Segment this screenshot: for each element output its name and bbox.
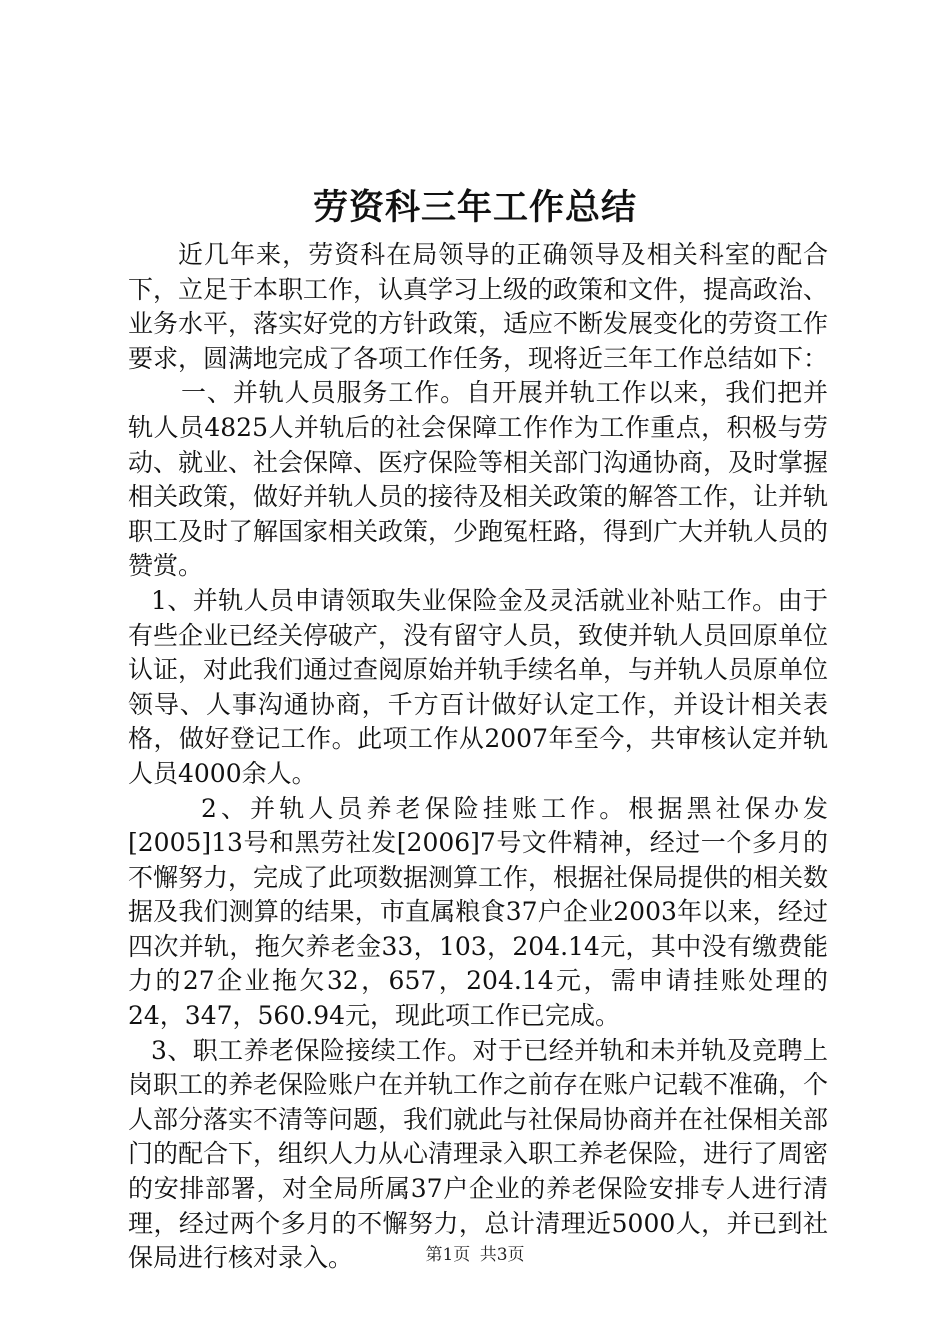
paragraph-intro: 近几年来，劳资科在局领导的正确领导及相关科室的配合下，立足于本职工作，认真学习上级的政策和文件，提高政治、业务水平，落实好党的方针政策，适应不断发展变化的劳资工作要求，圆满地完成了各项工作任务，现将近三年工作总结如下： <box>128 240 829 373</box>
paragraph-section-1: 一、并轨人员服务工作。自开展并轨工作以来，我们把并轨人员4825人并轨后的社会保障工作作为工作重点，积极与劳动、就业、社会保障、医疗保险等相关部门沟通协商，及时掌握相关政策，做好并轨人员的接待及相关政策的解答工作，让并轨职工及时了解国家相关政策，少跑冤枉路，得到广大并轨人员的赞赏。 <box>128 378 829 581</box>
paragraph-item-3: 3、职工养老保险接续工作。对于已经并轨和未并轨及竞聘上岗职工的养老保险账户在并轨工作之前存在账户记载不准确，个人部分落实不清等问题，我们就此与社保局协商并在社保相关部门的配合下，组织人力从心清理录入职工养老保险，进行了周密的安排部署，对全局所属37户企业的养老保险安排专人进行清理，经过两个多月的不懈努力，总计清理近5000人，并已到社保局进行核对录入。 <box>128 1035 829 1273</box>
page-number: 第1页 <box>425 1245 471 1265</box>
document-title: 劳资科三年工作总结 <box>312 188 637 228</box>
document-body <box>128 238 828 1276</box>
page-footer <box>0 1243 950 1267</box>
page-total: 共3页 <box>479 1245 525 1265</box>
paragraph-item-2: 2、并轨人员养老保险挂账工作。根据黑社保办发[2005]13号和黑劳社发[2006]7号文件精神，经过一个多月的不懈努力，完成了此项数据测算工作，根据社保局提供的相关数据及我们测算的结果，市直属粮食37户企业2003年以来，经过四次并轨，拖欠养老金33，103，204.14元，其中没有缴费能力的27企业拖欠32，657，204.14元，需申请挂账处理的24，347，560.94元，现此项工作已完成。 <box>128 793 829 1031</box>
paragraph-item-1: 1、并轨人员申请领取失业保险金及灵活就业补贴工作。由于有些企业已经关停破产，没有留守人员，致使并轨人员回原单位认证，对此我们通过查阅原始并轨手续名单，与并轨人员原单位领导、人事沟通协商，千方百计做好认定工作，并设计相关表格，做好登记工作。此项工作从2007年至今，共审核认定并轨人员4000余人。 <box>128 585 829 788</box>
